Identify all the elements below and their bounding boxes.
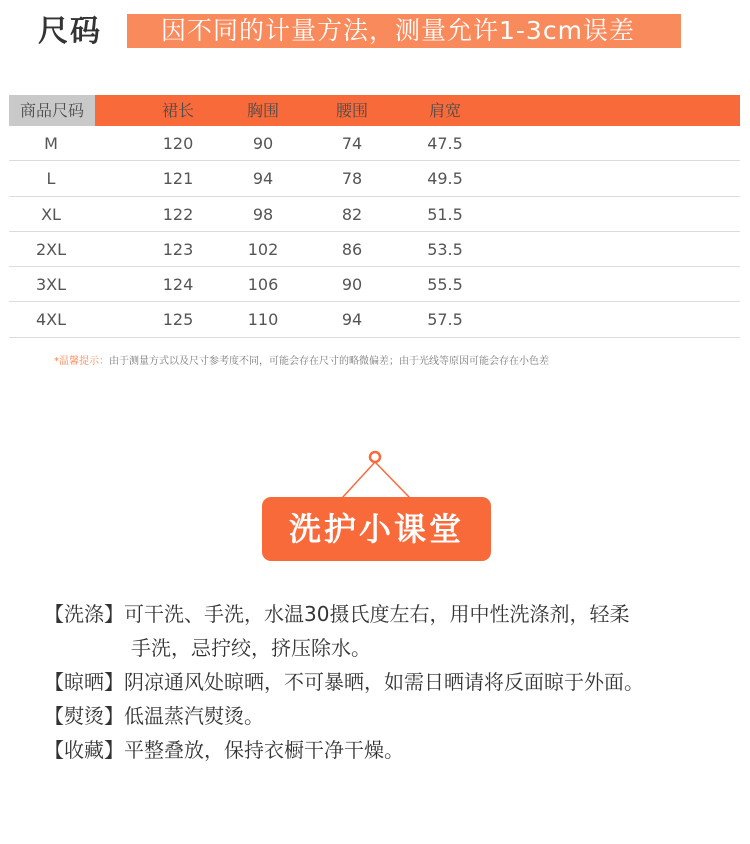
- column-header-bust: 胸围: [246, 101, 279, 120]
- size-section-title: 尺码: [38, 14, 102, 49]
- table-row: [9, 232, 740, 267]
- bust-cell: 94: [252, 169, 274, 189]
- footnote-label: *温馨提示：: [54, 356, 109, 367]
- bust-cell: 106: [247, 275, 279, 295]
- waist-cell: 86: [341, 239, 363, 259]
- length-cell: 122: [162, 204, 194, 224]
- waist-cell: 78: [341, 169, 363, 189]
- care-section-title: 洗护小课堂: [262, 497, 491, 561]
- footnote-text: 由于测量方式以及尺寸参考度不同，可能会存在尺寸的略微偏差；由于光线等原因可能会存在小色差: [109, 356, 549, 367]
- length-cell: 125: [162, 310, 194, 330]
- care-label: 【洗涤】: [44, 602, 124, 626]
- care-item-drying: [44, 665, 734, 699]
- size-cell: L: [46, 169, 56, 189]
- bust-cell: 90: [252, 134, 274, 153]
- shoulder-cell: 47.5: [427, 134, 463, 153]
- table-row: [9, 197, 740, 232]
- care-label: 【熨烫】: [44, 704, 124, 728]
- shoulder-cell: 53.5: [427, 239, 463, 259]
- shoulder-cell: 57.5: [427, 310, 463, 330]
- column-header-size: 商品尺码: [9, 95, 95, 126]
- length-cell: 124: [162, 275, 194, 295]
- size-cell: M: [44, 134, 58, 153]
- care-text-continued: 手洗，忌拧绞，挤压除水。: [131, 636, 371, 660]
- size-cell: 3XL: [35, 275, 67, 295]
- care-label: 【收藏】: [44, 738, 124, 762]
- care-item-ironing: [44, 699, 734, 733]
- bust-cell: 98: [252, 204, 274, 224]
- bust-cell: 110: [247, 310, 279, 330]
- care-item-storage: [44, 733, 734, 767]
- column-header-length: 裙长: [161, 101, 194, 120]
- size-cell: XL: [41, 204, 61, 224]
- table-header-row: [9, 95, 740, 126]
- waist-cell: 74: [341, 134, 363, 153]
- size-footnote: [54, 352, 549, 367]
- column-header-shoulder: 肩宽: [428, 101, 461, 120]
- shoulder-cell: 55.5: [427, 275, 463, 295]
- waist-cell: 90: [341, 275, 363, 295]
- shoulder-cell: 51.5: [427, 204, 463, 224]
- waist-cell: 94: [341, 310, 363, 330]
- table-row: [9, 302, 740, 337]
- size-cell: 2XL: [35, 239, 67, 259]
- care-text: 阴凉通风处晾晒，不可暴晒，如需日晒请将反面晾于外面。: [124, 670, 644, 694]
- care-text: 可干洗、手洗，水温30摄氏度左右，用中性洗涤剂，轻柔: [124, 602, 630, 626]
- column-header-waist: 腰围: [335, 101, 368, 120]
- care-label: 【晾晒】: [44, 670, 124, 694]
- care-text: 平整叠放，保持衣橱干净干燥。: [124, 738, 404, 762]
- size-cell: 4XL: [35, 310, 67, 330]
- table-row: [9, 161, 740, 196]
- bust-cell: 102: [247, 239, 279, 259]
- size-table: [9, 95, 740, 338]
- care-item-washing: [44, 597, 734, 665]
- table-row: [9, 126, 740, 161]
- length-cell: 120: [162, 134, 194, 153]
- waist-cell: 82: [341, 204, 363, 224]
- care-instructions-list: [44, 597, 734, 767]
- length-cell: 121: [162, 169, 194, 189]
- shoulder-cell: 49.5: [427, 169, 463, 189]
- care-text: 低温蒸汽熨烫。: [124, 704, 264, 728]
- measurement-note-banner: 因不同的计量方法，测量允许1-3cm误差: [127, 14, 681, 48]
- table-row: [9, 267, 740, 302]
- length-cell: 123: [162, 239, 194, 259]
